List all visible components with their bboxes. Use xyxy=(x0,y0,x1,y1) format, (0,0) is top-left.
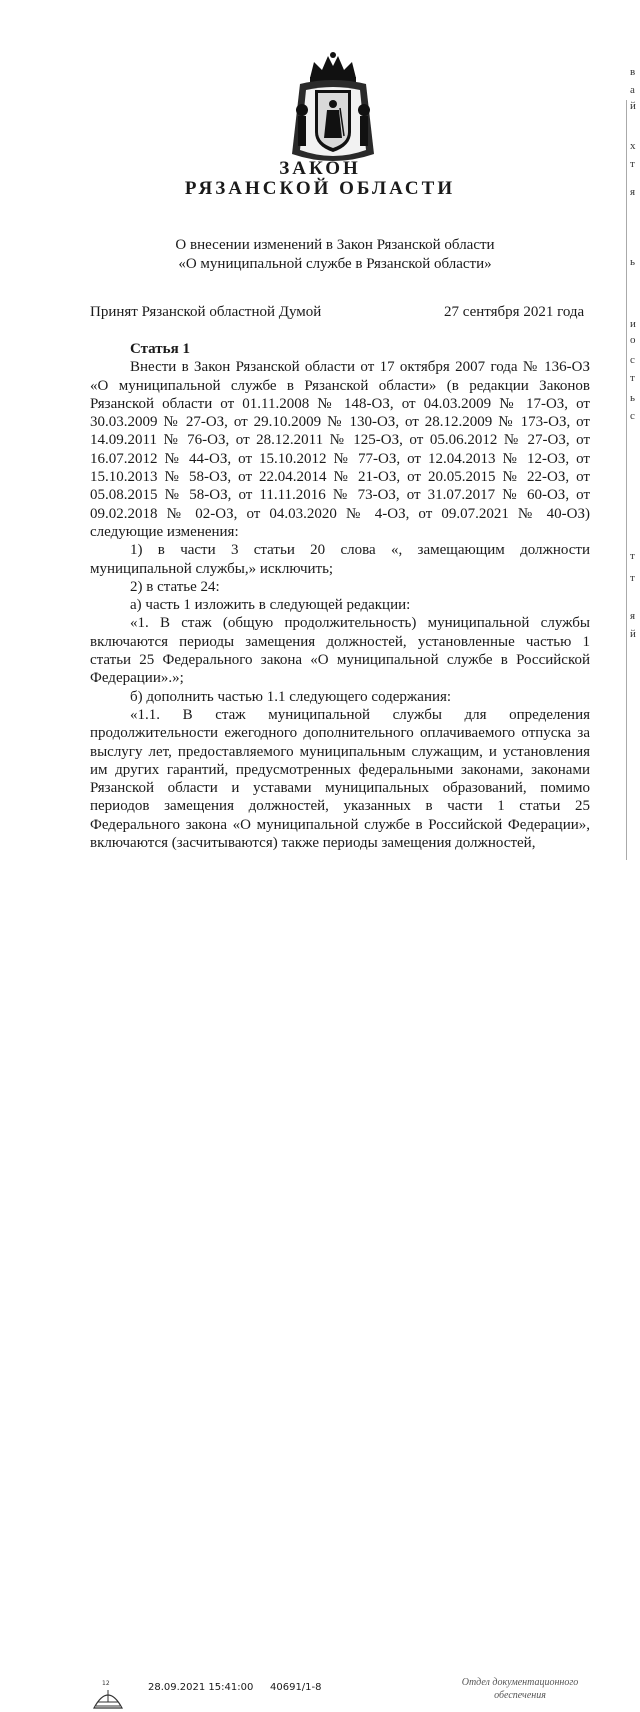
subject-line1: О внесении изменений в Закон Рязанской области xyxy=(175,237,495,253)
edge-fragment-char: ь xyxy=(630,256,636,268)
edge-fragment-char: й xyxy=(630,100,636,112)
paragraph: б) дополнить частью 1.1 следующего содержания: xyxy=(130,688,452,705)
department-line1: Отдел документационного xyxy=(461,1677,579,1688)
edge-fragment-char: т xyxy=(630,372,635,384)
edge-fragment-char: я xyxy=(630,610,636,622)
edge-fragment-char: с xyxy=(630,410,635,422)
adjacent-page-edge xyxy=(626,100,627,860)
edge-fragment-char: с xyxy=(630,354,635,366)
article-heading: Статья 1 xyxy=(130,341,190,357)
law-title-line2: РЯЗАНСКОЙ ОБЛАСТИ xyxy=(184,178,456,199)
coat-of-arms-emblem xyxy=(290,50,376,168)
paragraph: 1) в части 3 статьи 20 слова «, замещающим должности муниципальной службы,» исключить; xyxy=(90,542,590,577)
law-title-line1: ЗАКОН xyxy=(279,158,361,179)
edge-fragment-char: в xyxy=(630,66,636,78)
paragraph: «1.1. В стаж муниципальной службы для определения продолжительности ежегодного дополнительного оплачиваемого отпуска за выслугу лет, предоставляемого муниципальным служащим, и установления им других гарантий, предусмотренных федеральными законами, законами Рязанской области и уставами муниципальных образований, помимо периодов замещения должностей, указанных в части 1 статьи 25 Федерального закона «О муниципальной службе в Российской Федерации», включаются (засчитываются) также периоды замещения должностей, xyxy=(90,706,590,852)
edge-fragment-char: т xyxy=(630,572,635,584)
department-stamp xyxy=(440,1676,600,1702)
paragraph: 2) в статье 24: xyxy=(130,578,220,595)
edge-fragment-char: и xyxy=(630,318,636,330)
registry-stamp-icon xyxy=(88,1678,128,1712)
edge-fragment-char: й xyxy=(630,628,636,640)
subject-line2: «О муниципальной службе в Рязанской области» xyxy=(178,256,492,272)
adoption-date: 27 сентября 2021 года xyxy=(444,304,585,320)
edge-fragment-char: т xyxy=(630,158,635,170)
document-footer xyxy=(0,838,640,1701)
edge-fragment-char: о xyxy=(630,334,636,346)
paragraph: Внести в Закон Рязанской области от 17 октября 2007 года № 136-ОЗ «О муниципальной службе в Рязанской области» (в редакции Законов Рязанской области от 01.11.2008 № 148-ОЗ, от 04.03.2009 № 17-ОЗ, от 30.03.2009 № 27-ОЗ, от 29.10.2009 № 130-ОЗ, от 28.12.2009 № 173-ОЗ, от 14.09.2011 № 76-ОЗ, от 28.12.2011 № 125-ОЗ, от 05.06.2012 № 27-ОЗ, от 16.07.2012 № 44-ОЗ, от 15.10.2012 № 77-ОЗ, от 12.04.2013 № 12-ОЗ, от 15.10.2013 № 58-ОЗ, от 22.04.2014 № 21-ОЗ, от 20.05.2015 № 22-ОЗ, от 05.08.2015 № 58-ОЗ, от 11.11.2016 № 73-ОЗ, от 31.07.2017 № 60-ОЗ, от 09.02.2018 № 02-ОЗ, от 04.03.2020 № 4-ОЗ, от 09.07.2021 № 40-ОЗ) следующие изменения: xyxy=(90,359,590,540)
law-subject xyxy=(0,236,640,274)
stamp-number: 12 xyxy=(102,1680,110,1687)
article-body xyxy=(90,340,590,852)
registration-number: 40691/1-8 xyxy=(270,1682,322,1693)
department-line2: обеспечения xyxy=(494,1690,546,1701)
edge-fragment-char: ь xyxy=(630,392,636,404)
edge-fragment-char: т xyxy=(630,550,635,562)
adoption-body: Принят Рязанской областной Думой xyxy=(90,304,322,320)
edge-fragment-char: я xyxy=(630,186,636,198)
paragraph: «1. В стаж (общую продолжительность) муниципальной службы включаются периоды замещения должностей, установленные частью 1 статьи 25 Федерального закона «О муниципальной службе в Российской Федерации».»; xyxy=(90,615,590,687)
paragraph: а) часть 1 изложить в следующей редакции: xyxy=(130,597,411,614)
edge-fragment-char: а xyxy=(630,84,635,96)
registration-datetime: 28.09.2021 15:41:00 xyxy=(148,1682,254,1693)
edge-fragment-char: х xyxy=(630,140,636,152)
